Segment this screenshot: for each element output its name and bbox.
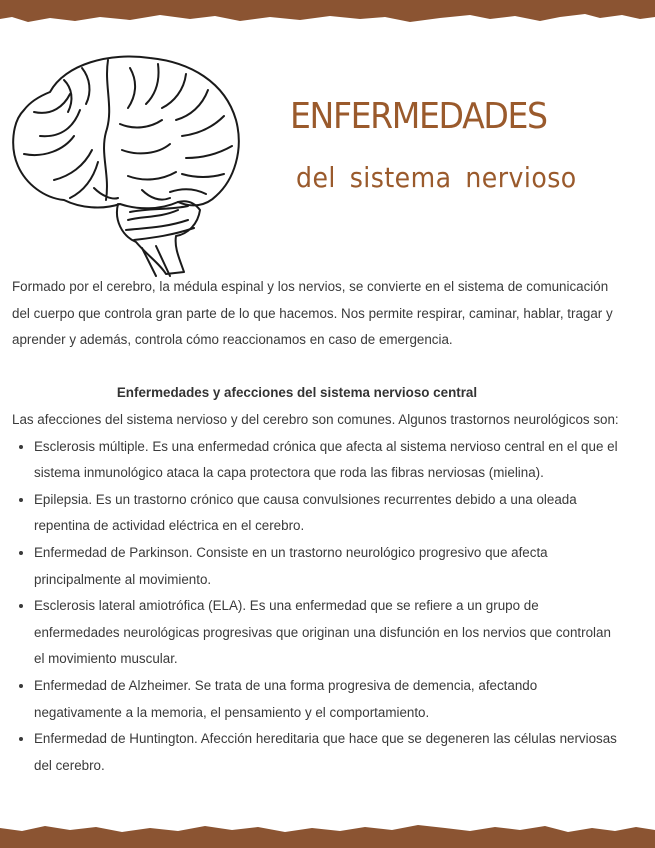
brain-icon (10, 50, 242, 278)
disease-list (12, 434, 622, 780)
section-heading: Enfermedades y afecciones del sistema nervioso central (116, 385, 478, 401)
list-item: • Esclerosis lateral amiotrófica (ELA). Es una enfermedad que se refiere a un grupo de enfermedades neurológicas progresivas que originan una disfunción en los nervios que controlan el movimiento muscular. (34, 593, 622, 673)
bottom-border-band (0, 822, 655, 848)
page-subtitle: del sistema nervioso (296, 161, 577, 194)
list-item: • Enfermedad de Alzheimer. Se trata de una forma progresiva de demencia, afectando negativamente a la memoria, el pensamiento y el comportamiento. (34, 673, 622, 726)
intro-paragraph: Formado por el cerebro, la médula espinal y los nervios, se convierte en el sistema de comunicación del cuerpo que controla gran parte de lo que hacemos. Nos permite respirar, caminar, hablar, tragar y aprender y además, controla cómo reaccionamos en caso de emergencia. (12, 279, 613, 348)
list-item: • Enfermedad de Huntington. Afección hereditaria que hace que se degeneren las células nerviosas del cerebro. (34, 726, 622, 779)
list-item: • Enfermedad de Parkinson. Consiste en un trastorno neurológico progresivo que afecta principalmente al movimiento. (34, 540, 622, 593)
page-title: ENFERMEDADES (290, 96, 547, 137)
list-item: • Epilepsia. Es un trastorno crónico que causa convulsiones recurrentes debido a una oleada repentina de actividad eléctrica en el cerebro. (34, 487, 622, 540)
document-body (12, 274, 622, 779)
top-border-band (0, 0, 655, 26)
list-item: • Esclerosis múltiple. Es una enfermedad crónica que afecta al sistema nervioso central en el que el sistema inmunológico ataca la capa protectora que roda las fibras nerviosas (mielina). (34, 434, 622, 487)
section-lead: Las afecciones del sistema nervioso y del cerebro son comunes. Algunos trastornos neurológicos son: (12, 411, 619, 427)
